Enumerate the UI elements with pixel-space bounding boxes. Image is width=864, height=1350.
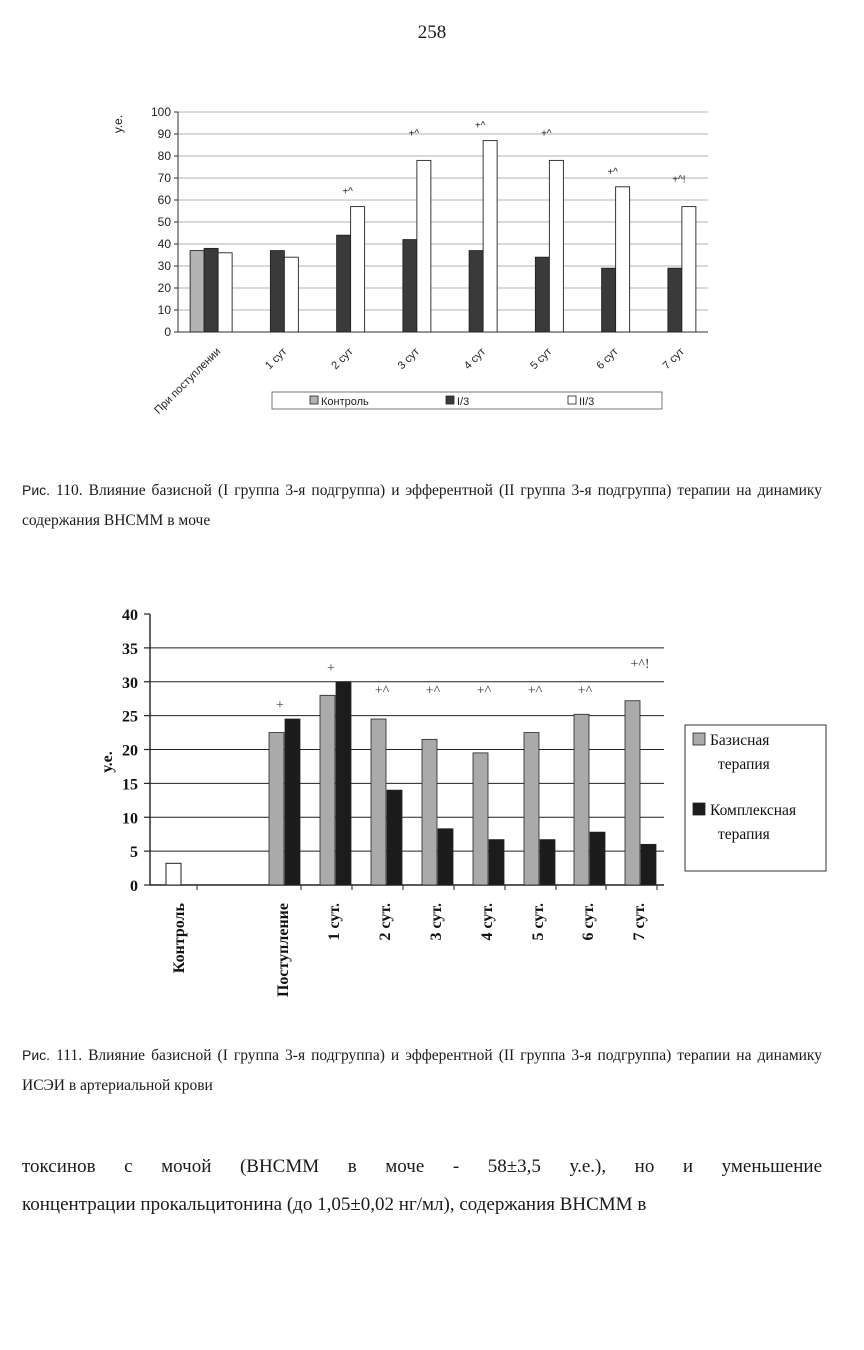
legend-label-line: терапия [718,826,770,843]
significance-mark: +^ [408,128,420,140]
y-tick-label: 100 [150,105,171,119]
chart-vnsmm-urine [0,100,864,540]
significance-mark: +^ [342,186,353,198]
body-paragraph [22,1148,822,1224]
x-tick-label: 3 сут [395,345,422,372]
legend-label-line: Базисная [710,732,770,749]
y-tick-label: 70 [157,171,171,185]
y-tick-label: 10 [122,810,138,828]
legend [685,725,826,871]
legend-label-line: Комплексная [710,802,797,819]
chart-iseii-arterial [0,598,864,1028]
y-axis-label: у.е. [99,751,116,773]
y-tick-label: 30 [157,259,171,273]
bar-group1 [535,257,549,332]
bar-control [190,251,204,332]
bar-group2 [682,207,696,332]
x-tick-label: 5 сут [528,345,555,372]
bar-group2 [417,160,431,332]
bar-basis [574,714,589,885]
bar-group1 [204,248,218,332]
y-tick-label: 90 [157,127,171,141]
x-tick-label: Контроль [171,903,188,974]
x-tick-label: 6 сут. [580,903,597,941]
significance-mark: + [327,660,335,676]
bar-group1 [602,268,616,332]
figure-110-caption [22,475,822,536]
caption-text: 110. Влияние базисной (I группа 3-я подгруппа) и эфферентной (II группа 3-я подгруппа) терапии на динамику содержания ВНСММ в моче [22,482,822,529]
bar-group2 [218,253,232,332]
bar-group2 [284,257,298,332]
y-tick-label: 10 [157,303,171,317]
caption-prefix: Рис. [22,1047,51,1063]
y-tick-label: 20 [122,742,138,760]
y-tick-label: 15 [122,776,138,794]
significance-mark: +^! [630,657,650,673]
legend-swatch [568,396,576,404]
bar-group2 [616,187,630,332]
legend-swatch [446,396,454,404]
body-line-1: токсинов с мочой (ВНСММ в моче - 58±3,5 у.е.), но и уменьшение [22,1156,822,1177]
significance-mark: +^! [672,174,686,186]
bar-basis [269,733,284,885]
bar-group1 [668,268,682,332]
significance-mark: +^ [527,683,543,699]
significance-mark: +^ [476,683,492,699]
y-tick-label: 35 [122,640,138,658]
y-tick-label: 40 [157,237,171,251]
bar-basis [473,753,488,885]
x-tick-label: 2 сут. [377,903,394,941]
y-axis-label: у.е. [111,114,125,134]
bar-group1 [469,251,483,332]
bar-group2 [483,141,497,332]
y-tick-label: 60 [157,193,171,207]
y-tick-label: 80 [157,149,171,163]
bar-complex [285,719,300,885]
bar-group1 [270,251,284,332]
significance-mark: +^ [541,128,552,140]
legend-label: Контроль [321,396,369,408]
body-line-2: концентрации прокальцитонина (до 1,05±0,02 нг/мл), содержания ВНСММ в [22,1194,647,1215]
significance-mark: +^ [474,120,486,132]
bar-basis [625,701,640,885]
bar-complex [438,829,453,885]
bar-complex [387,790,402,885]
legend-swatch [693,803,705,815]
y-tick-label: 20 [157,281,171,295]
significance-mark: +^ [607,166,618,178]
x-tick-label: 6 сут [594,345,621,372]
x-tick-label: 2 сут [329,345,356,372]
x-tick-label: 7 сут [660,345,687,372]
bar-complex [540,840,555,885]
significance-mark: + [276,698,284,714]
legend [272,392,662,409]
legend-label: II/3 [579,396,595,408]
bar-group2 [351,207,365,332]
x-tick-label: 4 сут. [479,903,496,941]
legend-swatch [693,733,705,745]
legend-label: I/3 [457,396,470,408]
bar-group2 [549,160,563,332]
significance-mark: +^ [374,683,390,699]
bar-complex [489,840,504,885]
caption-text: 111. Влияние базисной (I группа 3-я подгруппа) и эфферентной (II группа 3-я подгруппа) терапии на динамику ИСЭИ в артериальной крови [22,1047,822,1094]
page-number: 258 [417,22,447,43]
x-tick-label: 5 сут. [530,903,547,941]
bar-complex [336,682,351,885]
bar-group1 [337,235,351,332]
legend-swatch [310,396,318,404]
caption-prefix: Рис. [22,482,51,498]
x-tick-label: 3 сут. [428,903,445,941]
bar-complex [590,832,605,885]
significance-mark: +^ [425,683,441,699]
bar-basis [422,739,437,885]
y-tick-label: 0 [130,878,138,895]
bar-basis [320,695,335,885]
x-tick-label: Поступление [275,903,292,998]
bar-complex [641,844,656,885]
y-tick-label: 50 [157,215,171,229]
legend-label-line: терапия [718,756,770,773]
bar-group1 [403,240,417,332]
x-tick-label: 4 сут [461,345,489,372]
bar-control [166,863,181,885]
bar-basis [524,733,539,885]
x-tick-label: 1 сут. [326,903,343,941]
y-tick-label: 5 [130,844,138,862]
x-tick-label: 7 сут. [631,903,648,941]
y-tick-label: 40 [122,607,138,624]
significance-mark: +^ [577,683,593,699]
x-tick-label: При поступлении [152,345,224,417]
y-tick-label: 30 [122,674,138,692]
y-tick-label: 0 [164,325,171,339]
bar-basis [371,719,386,885]
y-tick-label: 25 [122,708,138,726]
figure-111-caption [22,1040,822,1101]
x-tick-label: 1 сут [263,345,290,372]
